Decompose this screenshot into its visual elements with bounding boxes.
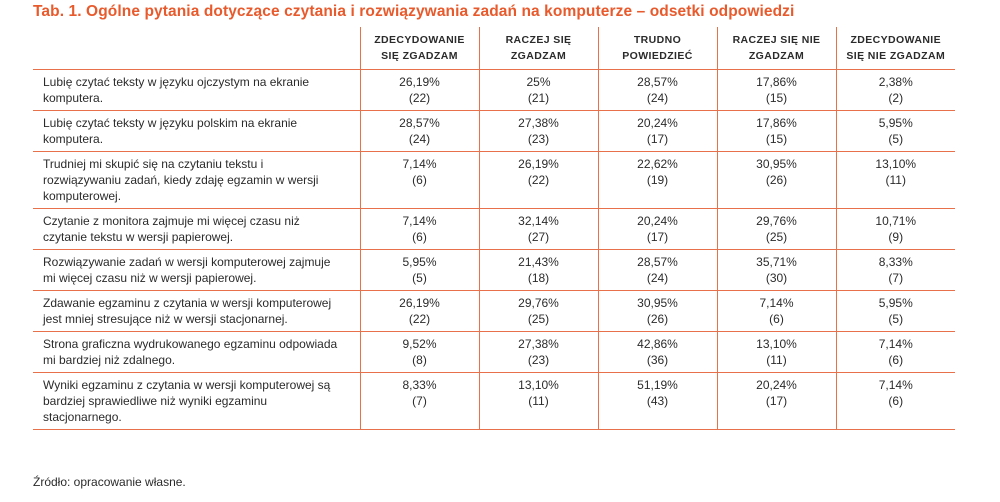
statement-text: Strona graficzna wydrukowanego egzaminu odpowiada mi bardziej niż zdalnego.	[43, 337, 338, 367]
percentage-value: 20,24%	[756, 378, 797, 392]
table-row	[33, 332, 955, 373]
value-cell	[717, 111, 836, 152]
column-header: ZDECYDOWANIE SIĘ NIE ZGADZAM	[836, 27, 955, 70]
percentage-value: 51,19%	[637, 378, 678, 392]
statement-text: Trudniej mi skupić się na czytaniu tekstu i rozwiązywaniu zadań, kiedy zdaję egzamin w wersji komputerowej.	[43, 157, 319, 203]
statement-text: Czytanie z monitora zajmuje mi więcej czasu niż czytanie tekstu w wersji papierowej.	[43, 214, 300, 244]
percentage-value: 13,10%	[756, 337, 797, 351]
count-value: (8)	[412, 353, 427, 367]
value-cell	[598, 332, 717, 373]
value-cell	[836, 152, 955, 209]
statement-text: Rozwiązywanie zadań w wersji komputerowej zajmuje mi więcej czasu niż w wersji papierowej.	[43, 255, 331, 285]
table-row	[33, 152, 955, 209]
count-value: (17)	[646, 132, 669, 146]
header-empty-cell	[33, 27, 360, 70]
count-value: (15)	[765, 132, 788, 146]
value-cell	[836, 111, 955, 152]
statement-text: Lubię czytać teksty w języku polskim na ekranie komputera.	[43, 116, 298, 146]
count-value: (6)	[769, 312, 784, 326]
percentage-value: 7,14%	[878, 378, 913, 392]
percentage-value: 5,95%	[402, 255, 437, 269]
count-value: (5)	[888, 132, 904, 146]
statement-cell	[33, 152, 360, 209]
percentage-value: 9,52%	[402, 337, 437, 351]
value-cell	[360, 332, 479, 373]
table-row	[33, 291, 955, 332]
count-value: (22)	[408, 312, 431, 326]
count-value: (18)	[527, 271, 550, 285]
column-header: ZDECYDOWANIE SIĘ ZGADZAM	[360, 27, 479, 70]
table-header-row	[33, 27, 955, 70]
count-value: (36)	[646, 353, 669, 367]
percentage-value: 21,43%	[518, 255, 559, 269]
percentage-value: 25%	[526, 75, 551, 89]
percentage-value: 22,62%	[637, 157, 678, 171]
value-cell	[836, 291, 955, 332]
table-row	[33, 209, 955, 250]
source-note: Źródło: opracowanie własne.	[33, 475, 186, 489]
value-cell	[360, 70, 479, 111]
count-value: (19)	[646, 173, 669, 187]
percentage-value: 5,95%	[878, 296, 913, 310]
value-cell	[479, 111, 598, 152]
statement-cell	[33, 291, 360, 332]
percentage-value: 8,33%	[402, 378, 437, 392]
percentage-value: 8,33%	[878, 255, 913, 269]
count-value: (17)	[765, 394, 788, 408]
percentage-value: 28,57%	[637, 255, 678, 269]
count-value: (30)	[765, 271, 788, 285]
count-value: (23)	[527, 353, 550, 367]
count-value: (24)	[646, 271, 669, 285]
table-row	[33, 250, 955, 291]
statement-cell	[33, 70, 360, 111]
value-cell	[479, 209, 598, 250]
count-value: (7)	[888, 271, 904, 285]
percentage-value: 20,24%	[637, 214, 678, 228]
value-cell	[717, 209, 836, 250]
count-value: (24)	[646, 91, 669, 105]
value-cell	[360, 373, 479, 430]
value-cell	[479, 152, 598, 209]
count-value: (43)	[646, 394, 669, 408]
percentage-value: 30,95%	[637, 296, 678, 310]
table-row	[33, 111, 955, 152]
value-cell	[598, 250, 717, 291]
count-value: (25)	[765, 230, 788, 244]
value-cell	[598, 373, 717, 430]
count-value: (7)	[412, 394, 427, 408]
percentage-value: 35,71%	[756, 255, 797, 269]
value-cell	[598, 209, 717, 250]
value-cell	[598, 291, 717, 332]
percentage-value: 29,76%	[756, 214, 797, 228]
percentage-value: 28,57%	[399, 116, 440, 130]
count-value: (2)	[888, 91, 904, 105]
count-value: (17)	[646, 230, 669, 244]
value-cell	[717, 250, 836, 291]
percentage-value: 7,14%	[402, 214, 437, 228]
value-cell	[360, 152, 479, 209]
table-row	[33, 373, 955, 430]
statement-text: Lubię czytać teksty w języku ojczystym na ekranie komputera.	[43, 75, 310, 105]
count-value: (5)	[888, 312, 904, 326]
column-header: RACZEJ SIĘ NIE ZGADZAM	[717, 27, 836, 70]
count-value: (11)	[766, 353, 787, 367]
statement-cell	[33, 209, 360, 250]
percentage-value: 27,38%	[518, 337, 559, 351]
count-value: (6)	[888, 394, 904, 408]
survey-table	[33, 27, 955, 430]
value-cell	[836, 209, 955, 250]
count-value: (6)	[888, 353, 904, 367]
value-cell	[598, 70, 717, 111]
percentage-value: 26,19%	[399, 75, 440, 89]
count-value: (11)	[885, 173, 906, 187]
count-value: (9)	[888, 230, 904, 244]
value-cell	[836, 250, 955, 291]
count-value: (27)	[527, 230, 550, 244]
count-value: (6)	[412, 230, 427, 244]
value-cell	[479, 373, 598, 430]
value-cell	[479, 250, 598, 291]
percentage-value: 30,95%	[756, 157, 797, 171]
count-value: (21)	[527, 91, 550, 105]
statement-text: Wyniki egzaminu z czytania w wersji komputerowej są bardziej sprawiedliwe niż wyniki egzaminu stacjonarnego.	[43, 378, 331, 424]
table-title: Tab. 1. Ogólne pytania dotyczące czytania i rozwiązywania zadań na komputerze – odsetki odpowiedzi	[33, 3, 795, 20]
value-cell	[360, 291, 479, 332]
percentage-value: 7,14%	[878, 337, 913, 351]
table-body	[33, 70, 955, 430]
statement-text: Zdawanie egzaminu z czytania w wersji komputerowej jest mniej stresujące niż w wersji stacjonarnej.	[43, 296, 332, 326]
percentage-value: 17,86%	[756, 75, 797, 89]
value-cell	[479, 70, 598, 111]
value-cell	[360, 111, 479, 152]
value-cell	[717, 332, 836, 373]
percentage-value: 42,86%	[637, 337, 678, 351]
percentage-value: 26,19%	[399, 296, 440, 310]
count-value: (15)	[765, 91, 788, 105]
value-cell	[360, 250, 479, 291]
value-cell	[360, 209, 479, 250]
count-value: (24)	[408, 132, 431, 146]
table-row	[33, 70, 955, 111]
value-cell	[598, 111, 717, 152]
value-cell	[836, 332, 955, 373]
count-value: (23)	[527, 132, 550, 146]
statement-cell	[33, 111, 360, 152]
percentage-value: 13,10%	[518, 378, 559, 392]
percentage-value: 20,24%	[637, 116, 678, 130]
count-value: (26)	[646, 312, 669, 326]
column-header: TRUDNO POWIEDZIEĆ	[598, 27, 717, 70]
value-cell	[479, 332, 598, 373]
value-cell	[836, 373, 955, 430]
column-header: RACZEJ SIĘ ZGADZAM	[479, 27, 598, 70]
percentage-value: 7,14%	[402, 157, 437, 171]
count-value: (22)	[408, 91, 431, 105]
statement-cell	[33, 373, 360, 430]
percentage-value: 27,38%	[518, 116, 559, 130]
percentage-value: 2,38%	[878, 75, 913, 89]
statement-cell	[33, 332, 360, 373]
value-cell	[717, 373, 836, 430]
count-value: (26)	[765, 173, 788, 187]
value-cell	[717, 70, 836, 111]
percentage-value: 29,76%	[518, 296, 559, 310]
value-cell	[836, 70, 955, 111]
percentage-value: 7,14%	[759, 296, 794, 310]
percentage-value: 26,19%	[518, 157, 559, 171]
percentage-value: 13,10%	[875, 157, 917, 171]
percentage-value: 17,86%	[756, 116, 797, 130]
statement-cell	[33, 250, 360, 291]
count-value: (25)	[527, 312, 550, 326]
percentage-value: 28,57%	[637, 75, 678, 89]
count-value: (6)	[412, 173, 427, 187]
value-cell	[598, 152, 717, 209]
value-cell	[717, 291, 836, 332]
value-cell	[479, 291, 598, 332]
count-value: (11)	[528, 394, 549, 408]
percentage-value: 32,14%	[518, 214, 559, 228]
count-value: (22)	[527, 173, 550, 187]
percentage-value: 10,71%	[875, 214, 917, 228]
percentage-value: 5,95%	[878, 116, 913, 130]
count-value: (5)	[412, 271, 427, 285]
value-cell	[717, 152, 836, 209]
